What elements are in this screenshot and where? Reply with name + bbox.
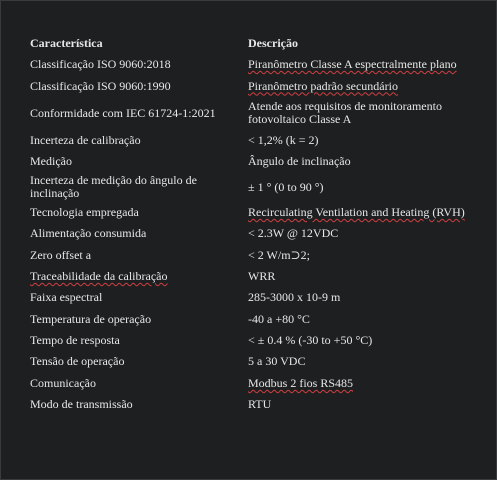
row-label: Comunicação — [30, 375, 96, 390]
table-header-row — [24, 33, 474, 54]
spellcheck-text: Piranômetro Classe A espectralmente plano — [248, 57, 457, 72]
table-row — [24, 394, 474, 415]
table-row — [24, 287, 474, 308]
table-row — [24, 244, 474, 265]
row-value: < 2 W/m⊃2; — [248, 247, 310, 262]
row-value — [242, 373, 474, 394]
row-value — [242, 75, 474, 96]
row-label: Temperatura de operação — [30, 311, 152, 326]
row-label: Incerteza de calibração — [30, 132, 141, 147]
row-value — [242, 54, 474, 75]
table-row — [24, 330, 474, 351]
row-value: Ângulo de inclinação — [248, 154, 351, 169]
spellcheck-text: Traceabilidade da calibração — [30, 268, 168, 283]
row-label: Conformidade com IEC 61724-1:2021 — [30, 105, 216, 120]
row-label — [24, 266, 242, 287]
header-characteristic: Característica — [30, 36, 103, 50]
row-label: Tecnologia empregada — [30, 204, 139, 219]
table-row — [24, 373, 474, 394]
row-label: Classificação ISO 9060:2018 — [30, 57, 171, 72]
table-row — [24, 97, 474, 130]
table-row — [24, 130, 474, 151]
header-description: Descrição — [248, 36, 298, 50]
row-value: 285-3000 x 10-9 m — [248, 290, 341, 305]
row-label: Tempo de resposta — [30, 333, 120, 348]
table-row — [24, 266, 474, 287]
row-label: Classificação ISO 9060:1990 — [30, 78, 171, 93]
row-label: Incerteza de medição do ângulo de inclinação — [30, 173, 197, 201]
table-row — [24, 54, 474, 75]
row-label: Medição — [30, 154, 72, 169]
row-value: < 1,2% (k = 2) — [248, 132, 319, 147]
row-value: -40 a +80 °C — [248, 311, 310, 326]
table-row — [24, 202, 474, 223]
table-row — [24, 223, 474, 244]
row-value: < 2.3W @ 12VDC — [248, 226, 339, 241]
row-label: Zero offset a — [30, 247, 92, 262]
row-value — [242, 202, 474, 223]
row-value: < ± 0.4 % (-30 to +50 °C) — [248, 333, 373, 348]
table-row — [24, 309, 474, 330]
row-value: WRR — [248, 268, 276, 283]
spec-table — [24, 33, 474, 415]
table-row — [24, 351, 474, 372]
table-row — [24, 173, 474, 202]
spellcheck-text: Piranômetro padrão secundário — [248, 78, 398, 93]
table-row — [24, 151, 474, 172]
row-label: Alimentação consumida — [30, 226, 147, 241]
row-label: Tensão de operação — [30, 354, 125, 369]
table-row — [24, 75, 474, 96]
spellcheck-text: Modbus 2 fios RS485 — [248, 375, 354, 390]
spellcheck-text: Recirculating Ventilation and Heating (RVH) — [248, 204, 465, 219]
row-value: Atende aos requisitos de monitoramento fotovoltaico Classe A — [248, 99, 442, 127]
row-value: ± 1 ° (0 to 90 °) — [248, 179, 324, 194]
row-label: Modo de transmissão — [30, 397, 133, 412]
row-label: Faixa espectral — [30, 290, 103, 305]
row-value: RTU — [248, 397, 272, 412]
row-value: 5 a 30 VDC — [248, 354, 306, 369]
